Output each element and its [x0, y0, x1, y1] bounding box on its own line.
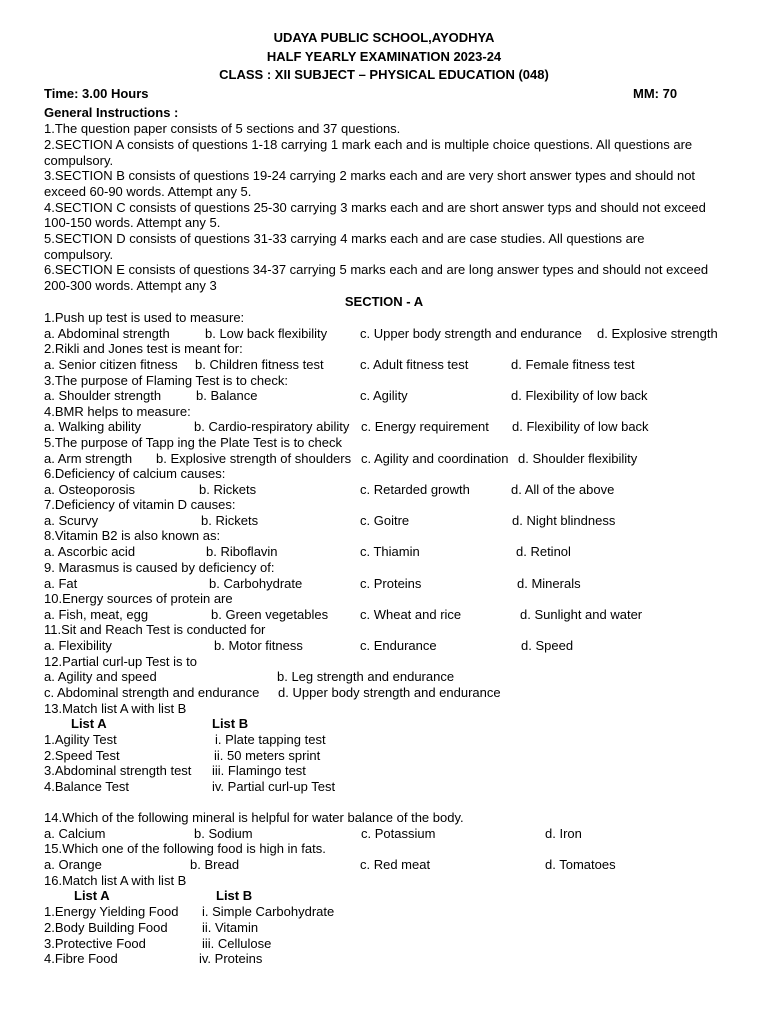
option-a: a. Shoulder strength	[44, 388, 162, 403]
question-text: 11.Sit and Reach Test is conducted for	[44, 622, 266, 637]
list-b-heading: List B	[216, 888, 253, 903]
option-b: b. Low back flexibility	[205, 326, 328, 341]
list-a-item: 2.Body Building Food	[44, 920, 168, 935]
option-c: c. Proteins	[360, 576, 422, 591]
option-c: c. Goitre	[360, 513, 410, 528]
option-b: b. Sodium	[194, 826, 253, 841]
list-a-item: 2.Speed Test	[44, 748, 120, 763]
list-a-heading: List A	[71, 716, 107, 731]
list-b-item: ii. Vitamin	[202, 920, 259, 935]
instruction-line: compulsory.	[44, 153, 114, 168]
question-text: 12.Partial curl-up Test is to	[44, 654, 197, 669]
option-d: d. Sunlight and water	[520, 607, 643, 622]
instruction-line: 6.SECTION E consists of questions 34-37 carrying 5 marks each and are long answer types and should not exceed	[44, 262, 709, 277]
option-c: c. Endurance	[360, 638, 437, 653]
instructions-title: General Instructions :	[44, 105, 179, 120]
option-b: b. Leg strength and endurance	[277, 669, 455, 684]
list-a-item: 3.Protective Food	[44, 936, 146, 951]
option-b: b. Green vegetables	[211, 607, 329, 622]
option-a: a. Calcium	[44, 826, 106, 841]
option-d: d. Retinol	[516, 544, 571, 559]
question-text: 9. Marasmus is caused by deficiency of:	[44, 560, 275, 575]
question-text: 4.BMR helps to measure:	[44, 404, 191, 419]
list-b-heading: List B	[212, 716, 249, 731]
question-text: 7.Deficiency of vitamin D causes:	[44, 497, 236, 512]
option-b: b. Motor fitness	[214, 638, 303, 653]
option-d: d. Minerals	[517, 576, 581, 591]
option-a: a. Ascorbic acid	[44, 544, 136, 559]
option-a: a. Walking ability	[44, 419, 142, 434]
option-c: c. Thiamin	[360, 544, 420, 559]
school-name: UDAYA PUBLIC SCHOOL,AYODHYA	[273, 30, 495, 45]
section-title: SECTION - A	[344, 294, 424, 309]
option-a: a. Osteoporosis	[44, 482, 136, 497]
question-text: 5.The purpose of Tapp ing the Plate Test is to check	[44, 435, 342, 450]
option-d: d. Iron	[545, 826, 582, 841]
list-b-item: iii. Cellulose	[202, 936, 272, 951]
option-b: b. Children fitness test	[195, 357, 324, 372]
list-a-item: 1.Energy Yielding Food	[44, 904, 179, 919]
list-b-item: i. Simple Carbohydrate	[202, 904, 335, 919]
option-a: a. Senior citizen fitness	[44, 357, 178, 372]
question-text: 3.The purpose of Flaming Test is to check:	[44, 373, 288, 388]
list-a-heading: List A	[74, 888, 110, 903]
time-label: Time: 3.00 Hours	[44, 86, 149, 101]
list-b-item: iv. Proteins	[199, 951, 263, 966]
option-d: d. Flexibility of low back	[512, 419, 649, 434]
exam-title: HALF YEARLY EXAMINATION 2023-24	[266, 49, 502, 64]
option-c: c. Adult fitness test	[360, 357, 469, 372]
instruction-line: exceed 60-90 words. Attempt any 5.	[44, 184, 252, 199]
question-text: 8.Vitamin B2 is also known as:	[44, 528, 221, 543]
class-subject: CLASS : XII SUBJECT – PHYSICAL EDUCATION (048)	[219, 67, 549, 82]
option-a: a. Agility and speed	[44, 669, 157, 684]
question-text: 6.Deficiency of calcium causes:	[44, 466, 226, 481]
list-b-item: i. Plate tapping test	[215, 732, 326, 747]
option-b: b. Cardio-respiratory ability	[194, 419, 350, 434]
option-b: b. Rickets	[199, 482, 257, 497]
max-marks: MM: 70	[633, 86, 678, 101]
list-b-item: ii. 50 meters sprint	[214, 748, 321, 763]
option-a: a. Arm strength	[44, 451, 133, 466]
option-c: c. Potassium	[361, 826, 436, 841]
list-a-item: 3.Abdominal strength test	[44, 763, 192, 778]
option-b: b. Balance	[196, 388, 258, 403]
option-c: c. Abdominal strength and endurance	[44, 685, 260, 700]
option-d: d. Upper body strength and endurance	[278, 685, 501, 700]
option-b: b. Riboflavin	[206, 544, 278, 559]
option-a: a. Fish, meat, egg	[44, 607, 149, 622]
option-d: d. Flexibility of low back	[511, 388, 648, 403]
instruction-line: 1.The question paper consists of 5 sections and 37 questions.	[44, 121, 401, 136]
option-c: c. Energy requirement	[361, 419, 489, 434]
instruction-line: 100-150 words. Attempt any 5.	[44, 215, 221, 230]
option-d: d. Shoulder flexibility	[518, 451, 638, 466]
option-c: c. Retarded growth	[360, 482, 470, 497]
question-text: 16.Match list A with list B	[44, 873, 187, 888]
option-d: d. All of the above	[511, 482, 615, 497]
question-text: 1.Push up test is used to measure:	[44, 310, 245, 325]
option-d: d. Female fitness test	[511, 357, 635, 372]
list-a-item: 4.Balance Test	[44, 779, 130, 794]
instruction-line: 4.SECTION C consists of questions 25-30 carrying 3 marks each and are short answer typs and should not exceed	[44, 200, 706, 215]
option-c: c. Agility and coordination	[361, 451, 509, 466]
option-c: c. Red meat	[360, 857, 431, 872]
question-text: 10.Energy sources of protein are	[44, 591, 233, 606]
option-b: b. Explosive strength of shoulders	[156, 451, 352, 466]
option-a: a. Fat	[44, 576, 78, 591]
option-b: b. Bread	[190, 857, 240, 872]
instruction-line: compulsory.	[44, 247, 114, 262]
question-text: 2.Rikli and Jones test is meant for:	[44, 341, 243, 356]
option-b: b. Rickets	[201, 513, 259, 528]
option-d: d. Tomatoes	[545, 857, 616, 872]
option-d: d. Explosive strength	[597, 326, 718, 341]
option-a: a. Flexibility	[44, 638, 112, 653]
question-text: 13.Match list A with list B	[44, 701, 187, 716]
instruction-line: 3.SECTION B consists of questions 19-24 carrying 2 marks each and are very short answer types and should not	[44, 168, 696, 183]
list-b-item: iii. Flamingo test	[212, 763, 306, 778]
option-c: c. Wheat and rice	[360, 607, 462, 622]
option-c: c. Agility	[360, 388, 408, 403]
list-a-item: 4.Fibre Food	[44, 951, 118, 966]
instruction-line: 2.SECTION A consists of questions 1-18 carrying 1 mark each and is multiple choice questions. All questions are	[44, 137, 693, 152]
list-a-item: 1.Agility Test	[44, 732, 117, 747]
option-a: a. Scurvy	[44, 513, 99, 528]
question-text: 14.Which of the following mineral is helpful for water balance of the body.	[44, 810, 464, 825]
question-text: 15.Which one of the following food is high in fats.	[44, 841, 326, 856]
instruction-line: 200-300 words. Attempt any 3	[44, 278, 217, 293]
option-a: a. Abdominal strength	[44, 326, 170, 341]
instruction-line: 5.SECTION D consists of questions 31-33 carrying 4 marks each and are case studies. All questions are	[44, 231, 645, 246]
option-c: c. Upper body strength and endurance	[360, 326, 582, 341]
option-b: b. Carbohydrate	[209, 576, 303, 591]
option-a: a. Orange	[44, 857, 102, 872]
option-d: d. Speed	[521, 638, 574, 653]
list-b-item: iv. Partial curl-up Test	[212, 779, 336, 794]
option-d: d. Night blindness	[512, 513, 616, 528]
